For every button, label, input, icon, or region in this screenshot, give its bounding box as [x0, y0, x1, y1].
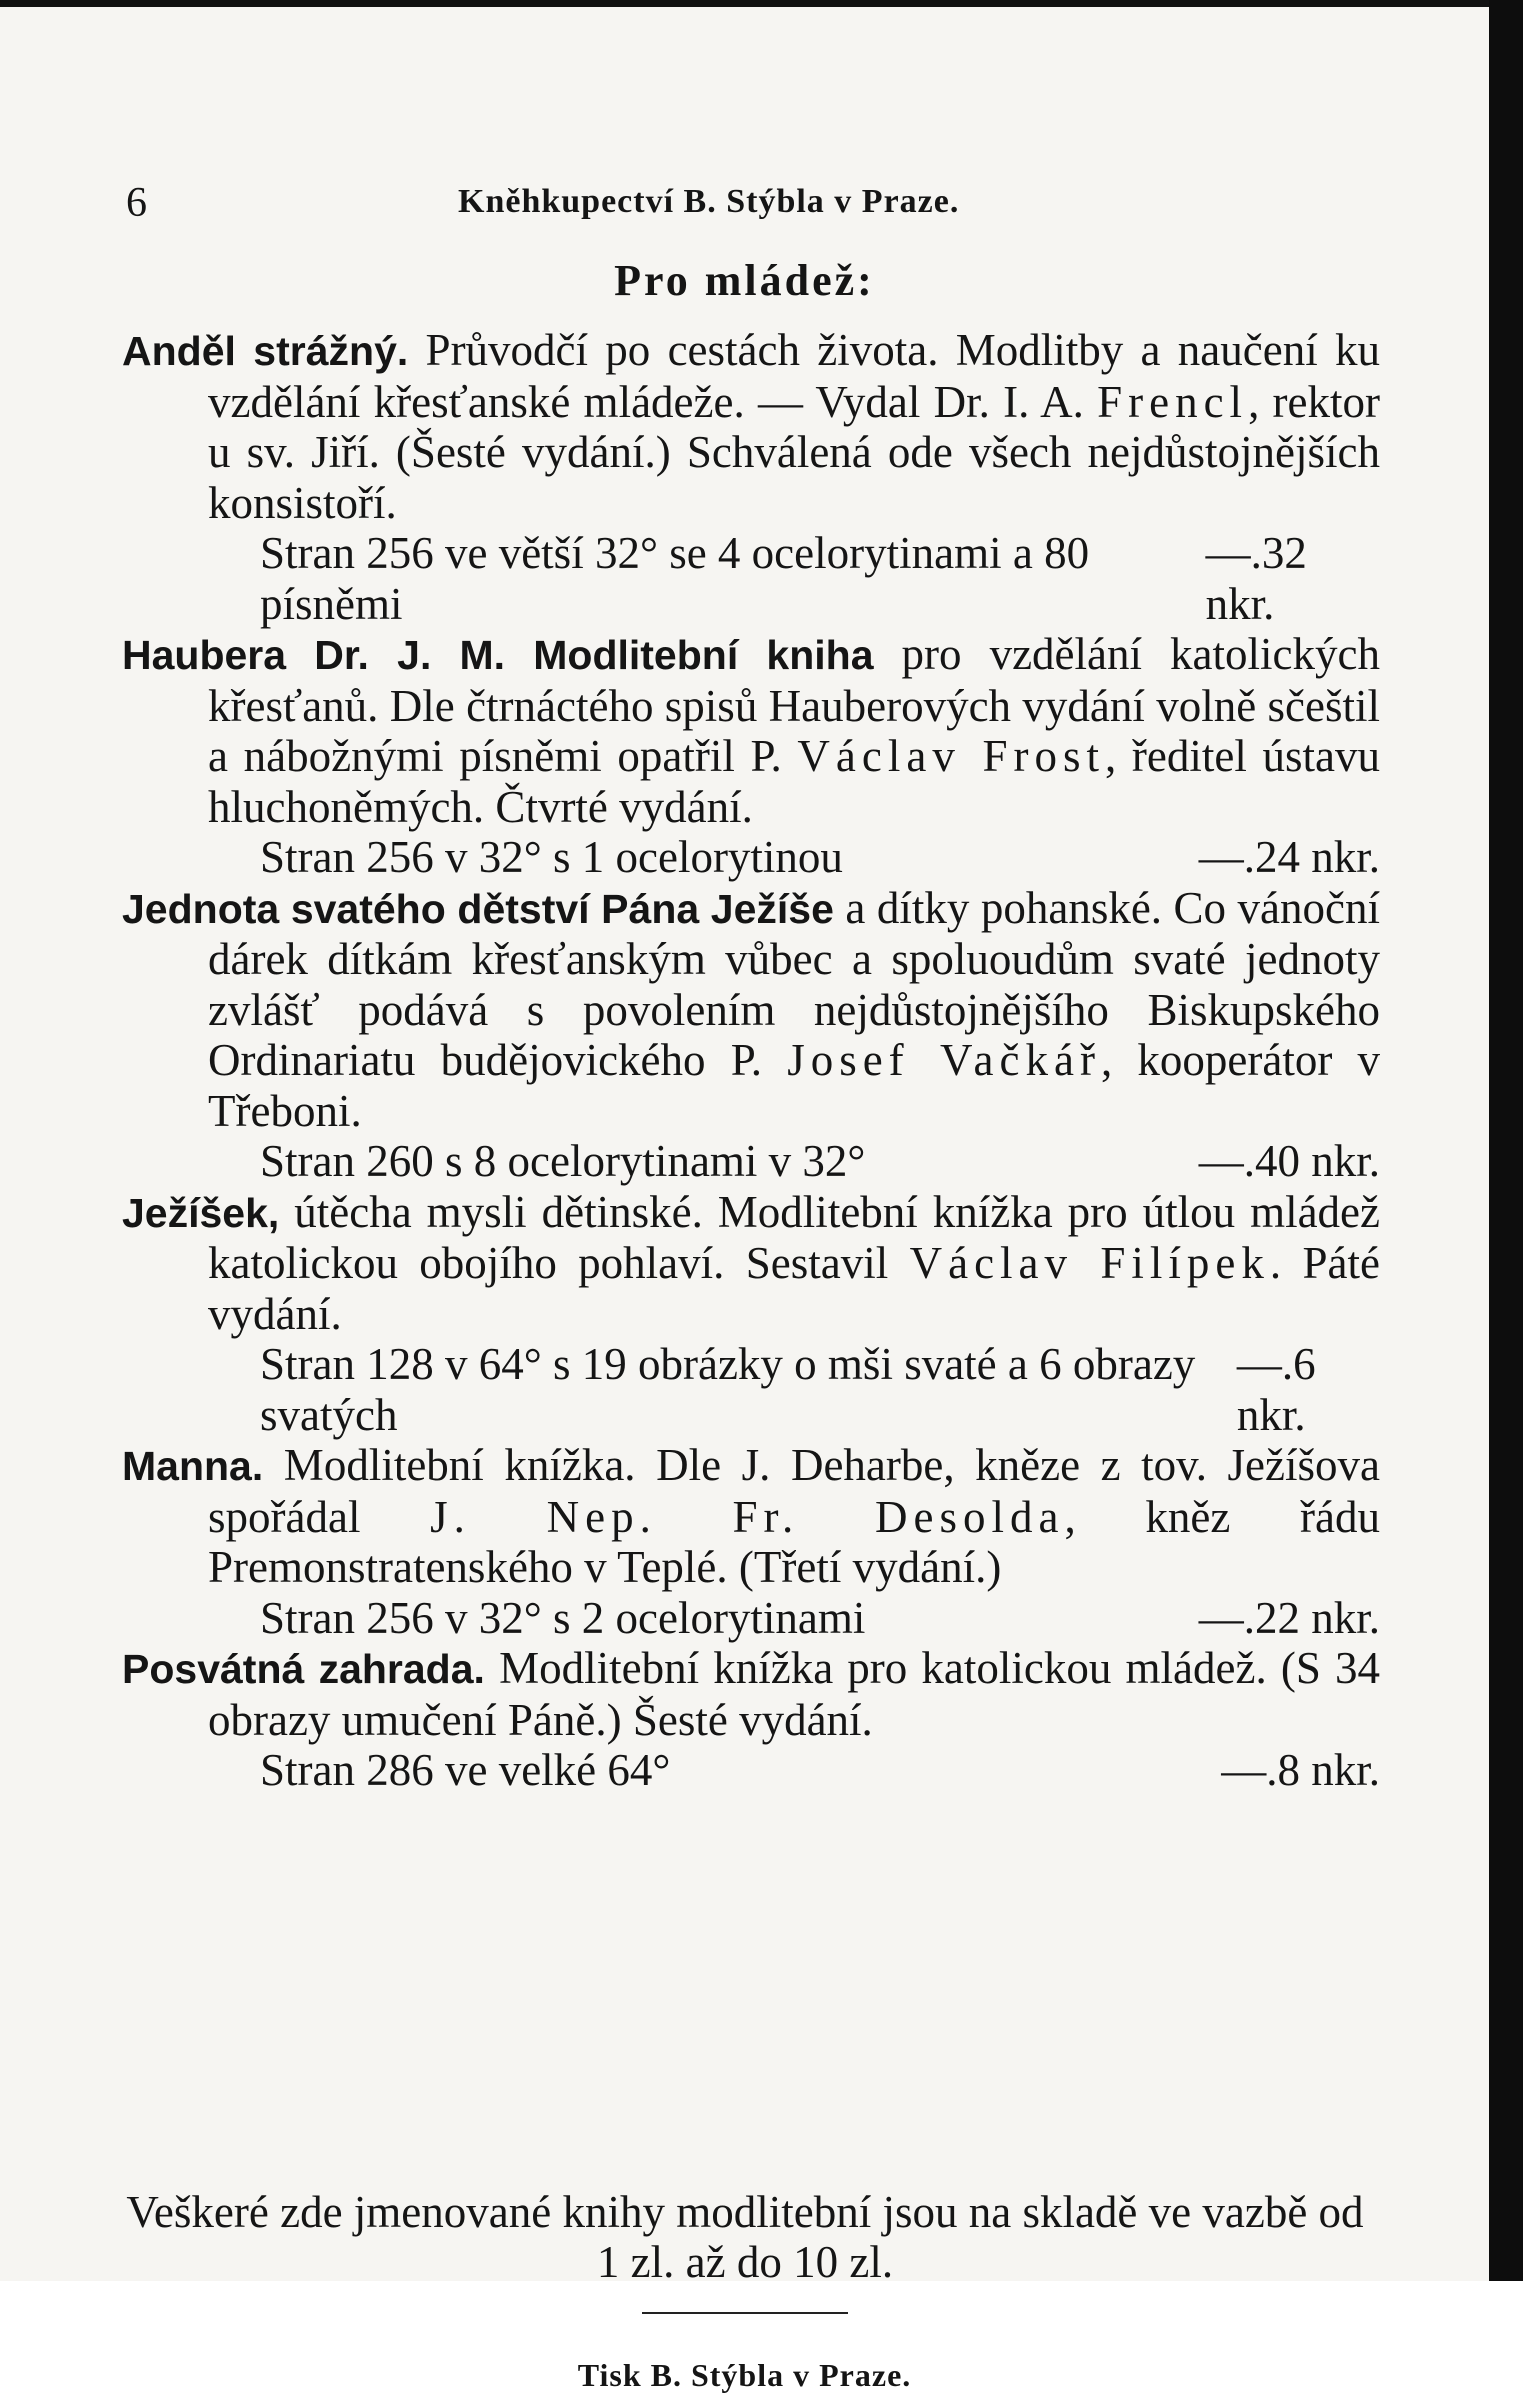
entry-spec	[122, 832, 1380, 883]
entry-format: Stran 128 v 64° s 19 obrázky o mši svaté a 6 obrazy svatých	[260, 1339, 1196, 1440]
entry-format: Stran 256 v 32° s 1 ocelorytinou	[260, 832, 843, 882]
entry-spec	[122, 1339, 1380, 1440]
entry-description: Modlitební knížka. Dle J. Deharbe, kněze z tov. Ježíšova spořádal	[208, 1440, 1380, 1542]
entry-description: útěcha mysli dětinské. Modlitební knížka pro útlou mládež katolickou obojího pohlaví. Sestavil	[208, 1186, 1380, 1288]
entry-spec	[122, 1593, 1380, 1644]
entry-description-cont: . Páté vydání.	[208, 1238, 1380, 1339]
entry-title: Ježíšek,	[122, 1189, 280, 1236]
entry-author: Frencl	[1097, 376, 1249, 427]
entry-format: Stran 256 v 32° s 2 ocelorytinami	[260, 1592, 866, 1643]
entry-title: Jednota svatého dětství Pána Ježíše	[122, 885, 834, 932]
entry-description: Modlitební knížka pro katolickou mládež. (S 34 obrazy umučení Páně.) Šesté vydání.	[208, 1643, 1381, 1745]
scan-border-top	[0, 0, 1523, 7]
entry-spec	[122, 528, 1380, 629]
entry-description-cont: , kooperátor v Třeboni.	[208, 1035, 1381, 1136]
entry-author: Václav Frost	[797, 731, 1106, 781]
running-header	[120, 179, 1380, 229]
section-title: Pro mládež:	[614, 256, 875, 305]
entry-author: Václav Filípek	[909, 1238, 1270, 1288]
entry-price: —.40 nkr.	[1198, 1136, 1380, 1186]
footer-divider	[0, 2311, 1489, 2315]
entry-price: —.24 nkr.	[1198, 832, 1380, 882]
entry-description: Průvodčí po cestách života. Modlitby a naučení ku vzdělání křesťanské mládeže. — Vydal Dr. I. A.	[208, 325, 1380, 427]
catalog-entry	[122, 1187, 1380, 1441]
catalog-entry	[122, 629, 1380, 883]
page-number: 6	[126, 180, 147, 226]
entry-format: Stran 260 s 8 ocelorytinami v 32°	[260, 1136, 866, 1186]
entry-price: —.22 nkr.	[1198, 1592, 1380, 1643]
entry-title: Haubera Dr. J. M. Modlitební kniha	[122, 632, 874, 678]
entry-description-cont: , kněz řádu Premonstratenského v Teplé. (Třetí vydání.)	[208, 1491, 1380, 1592]
scan-border-right	[1489, 0, 1523, 2281]
entry-text	[122, 1187, 1380, 1340]
entry-format: Stran 256 ve větší 32° se 4 ocelorytinami a 80 písněmi	[260, 528, 1090, 629]
entry-spec	[122, 1745, 1380, 1796]
entry-format: Stran 286 ve velké 64°	[260, 1745, 671, 1795]
catalog-list	[122, 325, 1380, 1796]
entry-text	[122, 883, 1380, 1137]
printer-imprint: Tisk B. Stýbla v Praze.	[577, 2357, 912, 2393]
entry-text	[122, 1440, 1380, 1593]
catalog-entry	[122, 325, 1380, 629]
entry-title: Posvátná zahrada.	[122, 1646, 485, 1692]
stock-notice: Veškeré zde jmenované knihy modlitební jsou na skladě ve vazbě od 1 zl. až do 10 zl.	[126, 2187, 1364, 2287]
entry-author: J. Nep. Fr. Desolda	[430, 1491, 1065, 1542]
entry-spec	[122, 1136, 1380, 1187]
entry-price: —.8 nkr.	[1221, 1745, 1380, 1795]
entry-description: a dítky pohanské. Co vánoční dárek dítkám křesťanským vůbec a spoluoudům svaté jednoty zvlášť podává s povolením nejdůstojnějšího Biskupského Ordinariatu budějovického P.	[208, 882, 1380, 1085]
entry-price: —.32 nkr.	[1205, 528, 1307, 629]
catalog-entry	[122, 1440, 1380, 1643]
book-page	[0, 7, 1489, 2393]
entry-text	[122, 629, 1380, 832]
entry-author: Josef Vačkář	[787, 1035, 1101, 1085]
entry-title: Manna.	[122, 1443, 264, 1489]
entry-title: Anděl strážný.	[122, 328, 409, 374]
entry-text	[122, 1643, 1380, 1745]
entry-description-cont: , ředitel ústavu hluchoněmých. Čtvrté vydání.	[208, 731, 1381, 832]
entry-text	[122, 325, 1380, 528]
header-title: Kněhkupectví B. Stýbla v Praze.	[458, 183, 960, 220]
entry-description-cont: , rektor u sv. Jiří. (Šesté vydání.) Schválená ode všech nejdůstojnějších konsistoří.	[208, 376, 1381, 528]
entry-description: pro vzdělání katolických křesťanů. Dle čtrnáctého spisů Hauberových vydání volně sčeštil a nábožnými písněmi opatřil P.	[208, 629, 1380, 781]
catalog-entry	[122, 883, 1380, 1187]
catalog-entry	[122, 1643, 1380, 1796]
entry-price: —.6 nkr.	[1236, 1339, 1316, 1440]
